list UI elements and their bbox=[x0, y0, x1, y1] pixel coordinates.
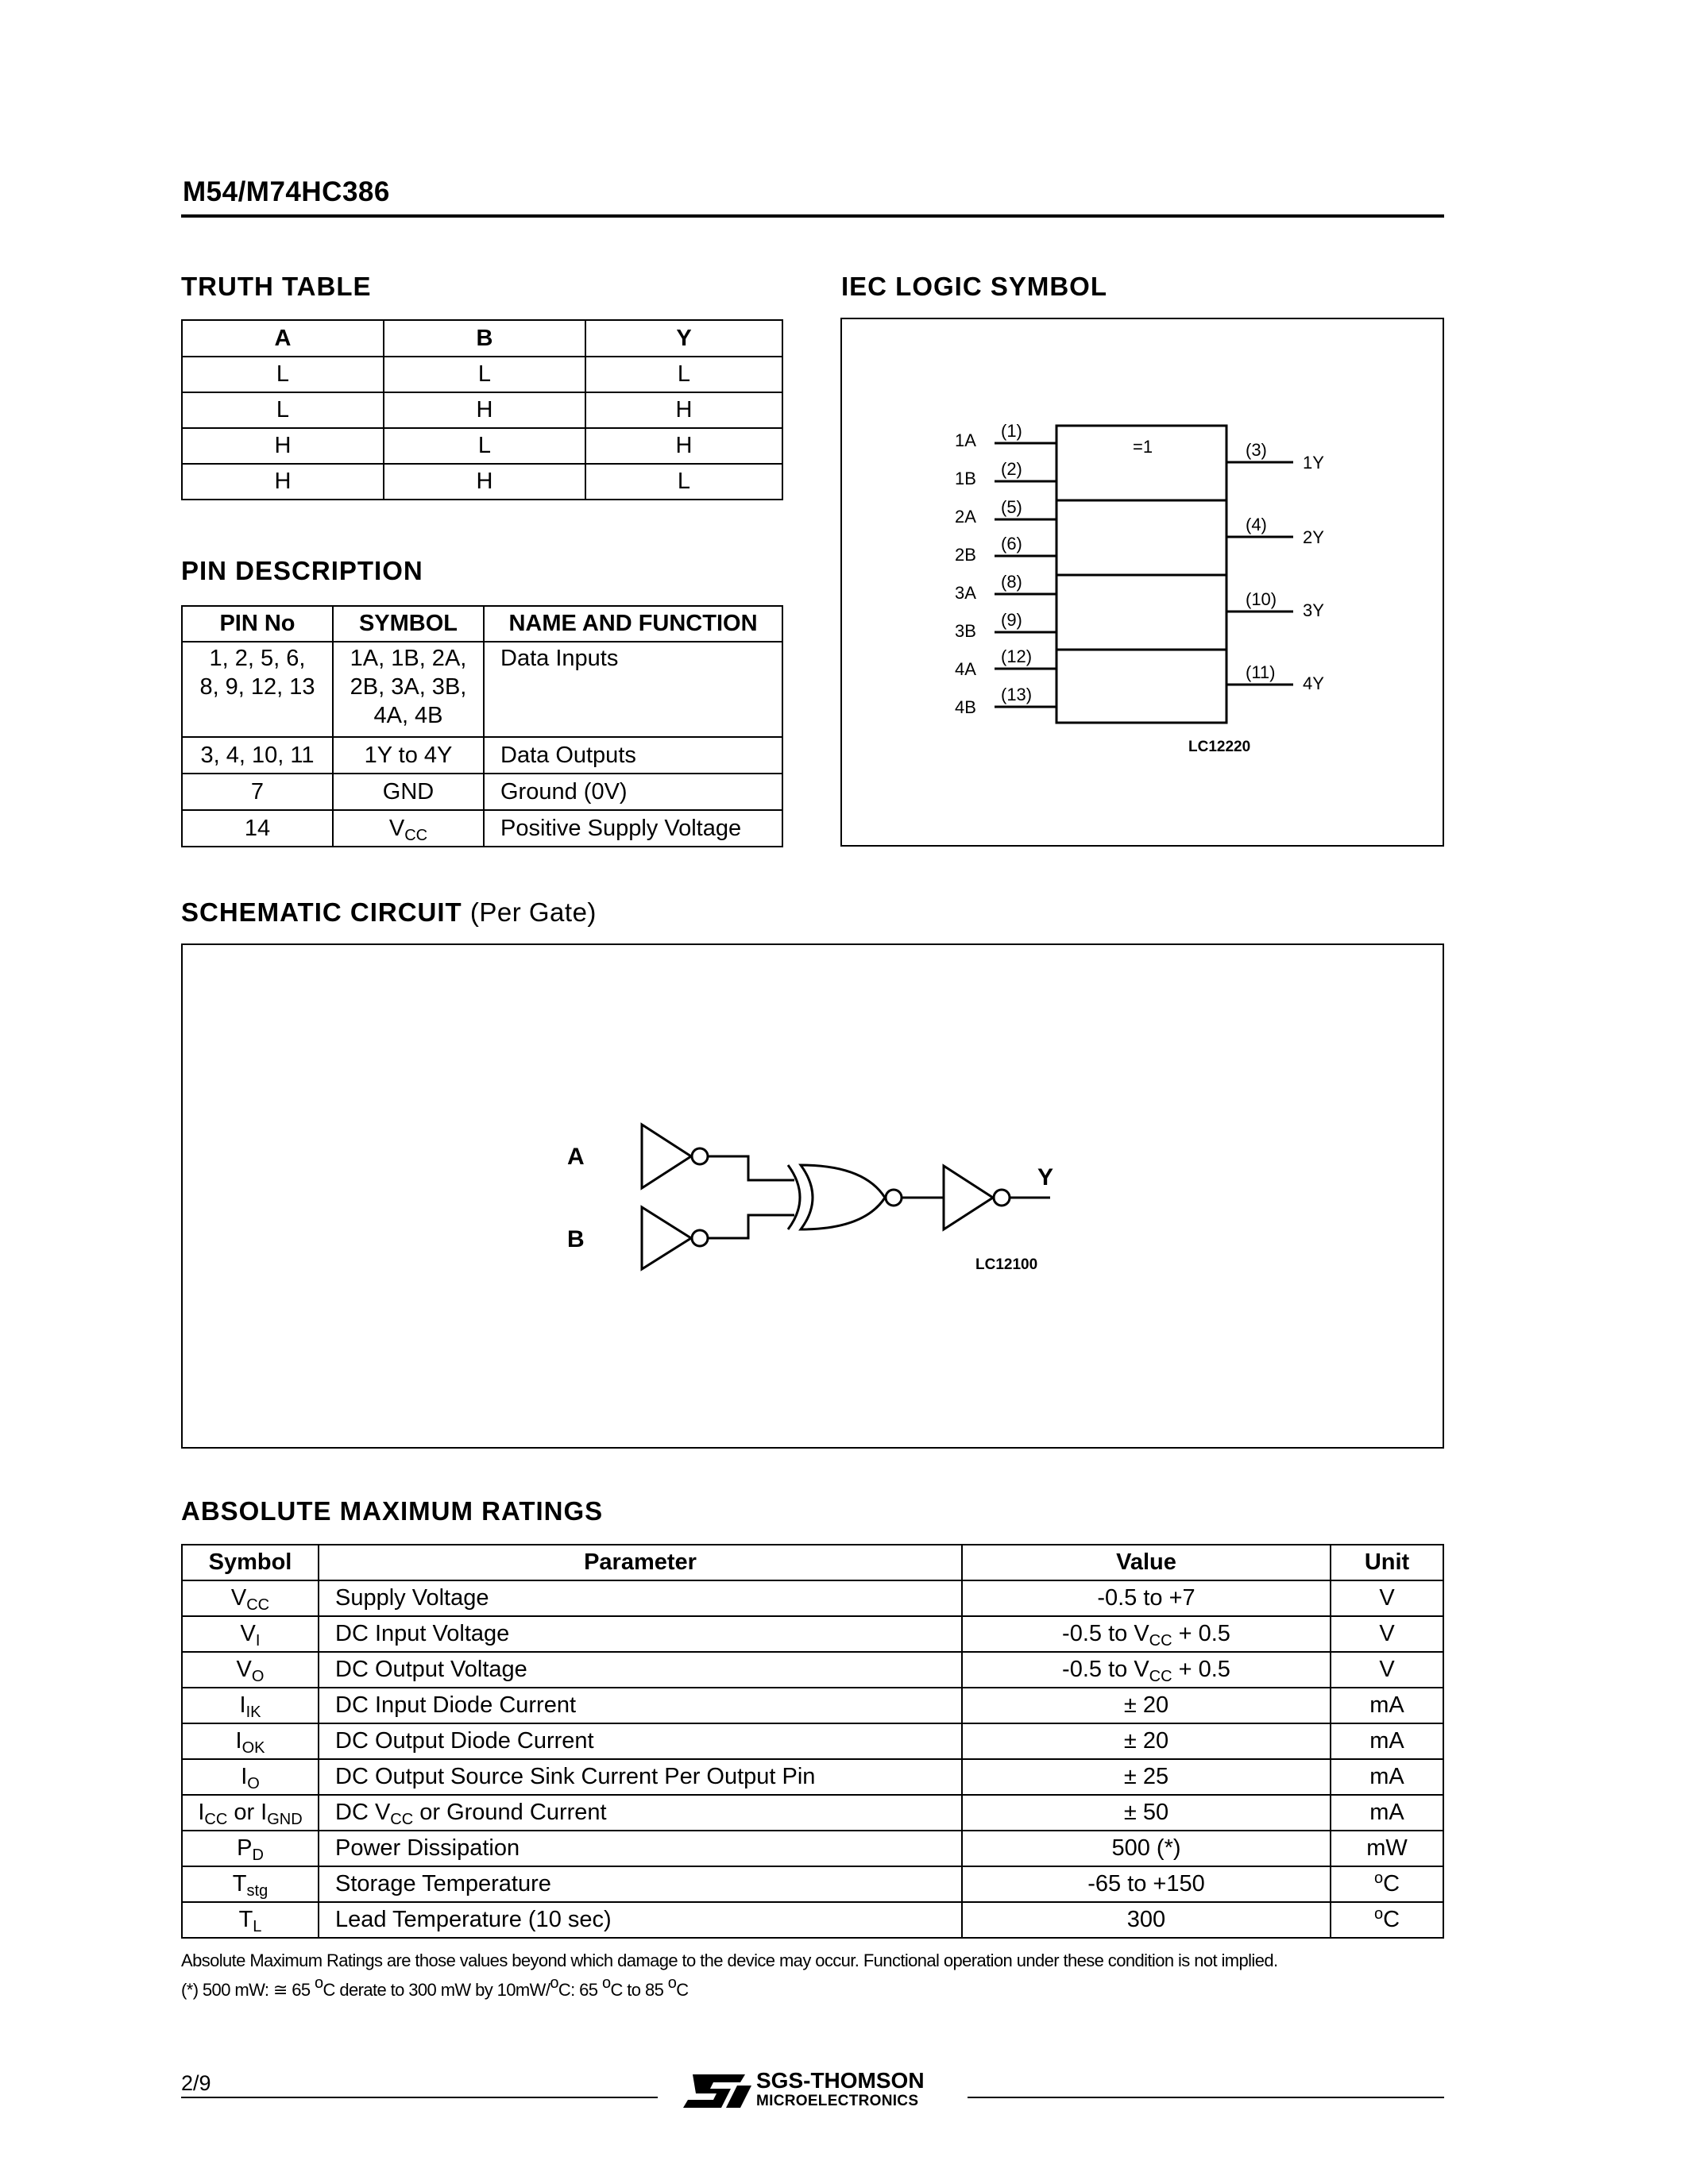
symbol-sub: O bbox=[251, 1668, 265, 1685]
value-cell: 500 (*) bbox=[962, 1831, 1331, 1866]
symbol-main: I bbox=[198, 1800, 205, 1825]
symbol-main: V bbox=[230, 1585, 247, 1611]
symbol-sub: OK bbox=[241, 1739, 265, 1757]
value-cell: 300 bbox=[962, 1902, 1331, 1938]
symbol-sub: CC bbox=[204, 1811, 228, 1828]
truth-cell: L bbox=[384, 357, 585, 392]
footnote-degree: o bbox=[667, 1974, 677, 1992]
parameter-cell: DC Output Diode Current bbox=[319, 1723, 962, 1759]
parameter-cell: Storage Temperature bbox=[319, 1866, 962, 1902]
pin-cell: 3, 4, 10, 11 bbox=[182, 737, 333, 774]
ratings-header-parameter: Parameter bbox=[319, 1545, 962, 1580]
pin-number: (6) bbox=[1001, 534, 1022, 554]
table-row bbox=[182, 1652, 1443, 1688]
document-title: M54/M74HC386 bbox=[183, 176, 390, 207]
truth-cell: L bbox=[585, 464, 782, 500]
parameter-cell: DC Output Source Sink Current Per Output Pin bbox=[319, 1759, 962, 1795]
parameter-tail: or Ground Current bbox=[413, 1800, 607, 1825]
footnote-part: C to 85 bbox=[610, 1980, 668, 2000]
unit-main: C bbox=[1383, 1907, 1400, 1932]
value-cell: ± 25 bbox=[962, 1759, 1331, 1795]
unit-cell bbox=[1331, 1902, 1443, 1938]
schematic-diagram bbox=[183, 945, 1443, 1447]
truth-header-b: B bbox=[384, 320, 585, 357]
input-name: 4B bbox=[955, 697, 976, 717]
symbol-sub: CC bbox=[246, 1596, 270, 1614]
symbol-cell bbox=[182, 1795, 319, 1831]
symbol-line: 1A, 1B, 2A, bbox=[350, 646, 467, 671]
input-name: 3A bbox=[955, 583, 976, 603]
symbol-cell bbox=[333, 810, 484, 847]
truth-cell: H bbox=[182, 428, 384, 464]
output-name: 2Y bbox=[1303, 527, 1324, 547]
pin-number: (8) bbox=[1001, 572, 1022, 592]
truth-cell: L bbox=[384, 428, 585, 464]
logo-line-1: SGS-THOMSON bbox=[756, 2068, 925, 2093]
truth-header-y: Y bbox=[585, 320, 782, 357]
ratings-header-unit: Unit bbox=[1331, 1545, 1443, 1580]
truth-table-heading: TRUTH TABLE bbox=[181, 272, 372, 301]
truth-cell: H bbox=[182, 464, 384, 500]
parameter-cell: Lead Temperature (10 sec) bbox=[319, 1902, 962, 1938]
truth-cell: L bbox=[585, 357, 782, 392]
symbol-cell bbox=[182, 1652, 319, 1688]
schematic-input-b: B bbox=[567, 1226, 585, 1252]
truth-header-a: A bbox=[182, 320, 384, 357]
ratings-table bbox=[181, 1544, 1444, 1939]
symbol-main: P bbox=[237, 1835, 253, 1861]
input-name: 3B bbox=[955, 621, 976, 641]
pin-cell: 14 bbox=[182, 810, 333, 847]
st-logo-icon bbox=[682, 2070, 753, 2111]
xor-gate-bubble bbox=[886, 1190, 902, 1206]
name-cell: Positive Supply Voltage bbox=[484, 810, 782, 847]
pin-description-table bbox=[181, 605, 783, 847]
table-row bbox=[182, 428, 782, 464]
ratings-header-value: Value bbox=[962, 1545, 1331, 1580]
truth-cell: L bbox=[182, 357, 384, 392]
symbol-cell bbox=[333, 642, 484, 737]
ratings-note: Absolute Maximum Ratings are those values beyond which damage to the device may occur. Functional operation under these condition is not implied. bbox=[181, 1951, 1278, 1970]
symbol-cell bbox=[182, 1831, 319, 1866]
symbol-line: 4A, 4B bbox=[373, 703, 443, 728]
wire-a bbox=[708, 1156, 794, 1180]
unit-main: C bbox=[1383, 1871, 1400, 1897]
table-row bbox=[182, 1616, 1443, 1652]
value-tail: + 0.5 bbox=[1172, 1621, 1230, 1646]
input-name: 1A bbox=[955, 430, 976, 450]
pin-description-heading: PIN DESCRIPTION bbox=[181, 556, 423, 585]
unit-cell: mW bbox=[1331, 1831, 1443, 1866]
schematic-heading bbox=[181, 897, 597, 928]
table-row bbox=[182, 464, 782, 500]
schematic-input-a: A bbox=[567, 1144, 585, 1170]
symbol-cell bbox=[182, 1616, 319, 1652]
value-cell: ± 20 bbox=[962, 1688, 1331, 1723]
parameter-main: DC V bbox=[335, 1800, 391, 1825]
symbol-cell bbox=[182, 1902, 319, 1938]
name-cell: Data Outputs bbox=[484, 737, 782, 774]
value-cell: -65 to +150 bbox=[962, 1866, 1331, 1902]
name-cell: Data Inputs bbox=[484, 642, 782, 737]
pin-header-symbol: SYMBOL bbox=[333, 606, 484, 642]
pin-number: (9) bbox=[1001, 610, 1022, 630]
table-row bbox=[182, 1723, 1443, 1759]
parameter-cell: Power Dissipation bbox=[319, 1831, 962, 1866]
symbol-sub: IK bbox=[245, 1704, 261, 1721]
symbol-main: V bbox=[236, 1657, 252, 1682]
footer-rule-left bbox=[181, 2097, 658, 2098]
table-row bbox=[182, 1866, 1443, 1902]
ratings-header-symbol: Symbol bbox=[182, 1545, 319, 1580]
symbol-main: T bbox=[238, 1907, 253, 1932]
pin-header-no: PIN No bbox=[182, 606, 333, 642]
symbol-sub: I bbox=[255, 1632, 261, 1650]
symbol-cell bbox=[182, 1866, 319, 1902]
value-main: -0.5 to V bbox=[1062, 1657, 1149, 1682]
logo-line-2: MICROELECTRONICS bbox=[756, 2093, 919, 2109]
value-sub: CC bbox=[1149, 1632, 1172, 1650]
symbol-sub: D bbox=[252, 1846, 264, 1864]
symbol-main: I bbox=[235, 1728, 242, 1754]
schematic-output-y: Y bbox=[1037, 1164, 1054, 1190]
table-row bbox=[182, 1902, 1443, 1938]
footnote-part: C bbox=[676, 1980, 689, 2000]
pin-header-name: NAME AND FUNCTION bbox=[484, 606, 782, 642]
unit-degree: o bbox=[1373, 1870, 1384, 1887]
table-row bbox=[182, 642, 782, 737]
inverter-b-bubble bbox=[692, 1230, 708, 1246]
footnote-part: (*) 500 mW: ≅ 65 bbox=[181, 1980, 315, 2000]
symbol-main: T bbox=[232, 1871, 247, 1897]
symbol-mid: or I bbox=[227, 1800, 268, 1825]
schematic-code: LC12100 bbox=[975, 1256, 1038, 1273]
unit-cell: V bbox=[1331, 1616, 1443, 1652]
value-cell: ± 50 bbox=[962, 1795, 1331, 1831]
parameter-cell: Supply Voltage bbox=[319, 1580, 962, 1616]
footnote-degree: o bbox=[550, 1974, 558, 1992]
iec-symbol-frame bbox=[840, 318, 1444, 847]
footnote-part: C derate to 300 mW by 10mW/ bbox=[323, 1980, 550, 2000]
inverter-b bbox=[642, 1207, 691, 1269]
truth-cell: H bbox=[585, 392, 782, 428]
symbol-sub: GND bbox=[267, 1811, 303, 1828]
symbol-sub: stg bbox=[246, 1882, 268, 1900]
gate-function-label: =1 bbox=[1133, 437, 1153, 457]
truth-cell: L bbox=[182, 392, 384, 428]
inverter-a bbox=[642, 1125, 691, 1188]
table-row bbox=[182, 774, 782, 810]
symbol-main: V bbox=[388, 815, 405, 841]
value-cell bbox=[962, 1652, 1331, 1688]
truth-cell: H bbox=[384, 464, 585, 500]
output-name: 1Y bbox=[1303, 453, 1324, 473]
unit-cell: V bbox=[1331, 1652, 1443, 1688]
symbol-cell bbox=[182, 1759, 319, 1795]
unit-cell: mA bbox=[1331, 1759, 1443, 1795]
parameter-cell: DC Output Voltage bbox=[319, 1652, 962, 1688]
inverter-out-bubble bbox=[994, 1190, 1010, 1206]
table-row bbox=[182, 810, 782, 847]
symbol-sub: CC bbox=[404, 826, 428, 844]
symbol-main: I bbox=[241, 1764, 248, 1789]
parameter-sub: CC bbox=[390, 1811, 414, 1828]
parameter-cell: DC Input Diode Current bbox=[319, 1688, 962, 1723]
pin-number: (10) bbox=[1246, 589, 1277, 609]
value-sub: CC bbox=[1149, 1668, 1172, 1685]
truth-cell: H bbox=[384, 392, 585, 428]
value-main: -0.5 to V bbox=[1062, 1621, 1149, 1646]
title-rule bbox=[181, 214, 1444, 218]
figure-code: LC12220 bbox=[1188, 739, 1251, 755]
parameter-cell: DC Input Voltage bbox=[319, 1616, 962, 1652]
pin-number: (5) bbox=[1001, 497, 1022, 517]
value-cell: -0.5 to +7 bbox=[962, 1580, 1331, 1616]
table-row bbox=[182, 1795, 1443, 1831]
unit-degree: o bbox=[1373, 1905, 1384, 1923]
table-row bbox=[182, 357, 782, 392]
symbol-sub: L bbox=[253, 1918, 262, 1935]
pin-number: (3) bbox=[1246, 440, 1267, 460]
inverter-a-bubble bbox=[692, 1148, 708, 1164]
symbol-main: I bbox=[239, 1692, 246, 1718]
table-row bbox=[182, 737, 782, 774]
iec-logic-diagram bbox=[842, 319, 1443, 845]
pin-number: (12) bbox=[1001, 646, 1033, 666]
unit-cell: mA bbox=[1331, 1795, 1443, 1831]
unit-cell: V bbox=[1331, 1580, 1443, 1616]
pin-cell: 7 bbox=[182, 774, 333, 810]
truth-table bbox=[181, 319, 783, 500]
input-name: 2B bbox=[955, 545, 976, 565]
pin-number: (13) bbox=[1001, 685, 1033, 704]
pin-number: (2) bbox=[1001, 459, 1022, 479]
page-number: 2/9 bbox=[181, 2071, 211, 2095]
output-name: 3Y bbox=[1303, 600, 1324, 620]
table-row bbox=[182, 1688, 1443, 1723]
symbol-main: V bbox=[240, 1621, 256, 1646]
wire-b bbox=[708, 1215, 794, 1238]
schematic-heading-suffix: (Per Gate) bbox=[469, 897, 597, 927]
truth-cell: H bbox=[585, 428, 782, 464]
pin-cell bbox=[182, 642, 333, 737]
name-cell: Ground (0V) bbox=[484, 774, 782, 810]
input-name: 2A bbox=[955, 507, 976, 527]
pin-number: (1) bbox=[1001, 421, 1022, 441]
pin-line: 1, 2, 5, 6, bbox=[209, 646, 306, 671]
iec-symbol-heading: IEC LOGIC SYMBOL bbox=[841, 272, 1108, 301]
table-row bbox=[182, 1759, 1443, 1795]
value-cell: ± 20 bbox=[962, 1723, 1331, 1759]
input-name: 4A bbox=[955, 659, 976, 679]
value-cell bbox=[962, 1616, 1331, 1652]
pin-line: 8, 9, 12, 13 bbox=[199, 674, 315, 700]
schematic-frame bbox=[181, 943, 1444, 1449]
footnote-degree: o bbox=[315, 1974, 323, 1992]
symbol-cell bbox=[182, 1580, 319, 1616]
symbol-line: 2B, 3A, 3B, bbox=[350, 674, 467, 700]
footnote-part: C: 65 bbox=[558, 1980, 602, 2000]
footnote-degree: o bbox=[601, 1974, 611, 1992]
unit-cell bbox=[1331, 1866, 1443, 1902]
footer-rule-right bbox=[968, 2097, 1444, 2098]
symbol-cell bbox=[182, 1688, 319, 1723]
symbol-cell: 1Y to 4Y bbox=[333, 737, 484, 774]
symbol-sub: O bbox=[247, 1775, 260, 1792]
inverter-out bbox=[944, 1166, 993, 1229]
unit-cell: mA bbox=[1331, 1688, 1443, 1723]
input-name: 1B bbox=[955, 469, 976, 488]
unit-cell: mA bbox=[1331, 1723, 1443, 1759]
table-row bbox=[182, 1831, 1443, 1866]
xor-gate-body bbox=[801, 1165, 885, 1229]
output-name: 4Y bbox=[1303, 673, 1324, 693]
schematic-heading-main: SCHEMATIC CIRCUIT bbox=[181, 897, 462, 927]
parameter-cell bbox=[319, 1795, 962, 1831]
ratings-footnote bbox=[181, 1974, 689, 2001]
company-logo bbox=[682, 2068, 952, 2113]
pin-number: (11) bbox=[1246, 662, 1276, 682]
symbol-cell bbox=[182, 1723, 319, 1759]
pin-number: (4) bbox=[1246, 515, 1267, 534]
value-tail: + 0.5 bbox=[1172, 1657, 1230, 1682]
xor-gate-extra-arc bbox=[788, 1165, 800, 1229]
ratings-heading: ABSOLUTE MAXIMUM RATINGS bbox=[181, 1496, 604, 1526]
table-row bbox=[182, 392, 782, 428]
table-row bbox=[182, 1580, 1443, 1616]
symbol-cell: GND bbox=[333, 774, 484, 810]
